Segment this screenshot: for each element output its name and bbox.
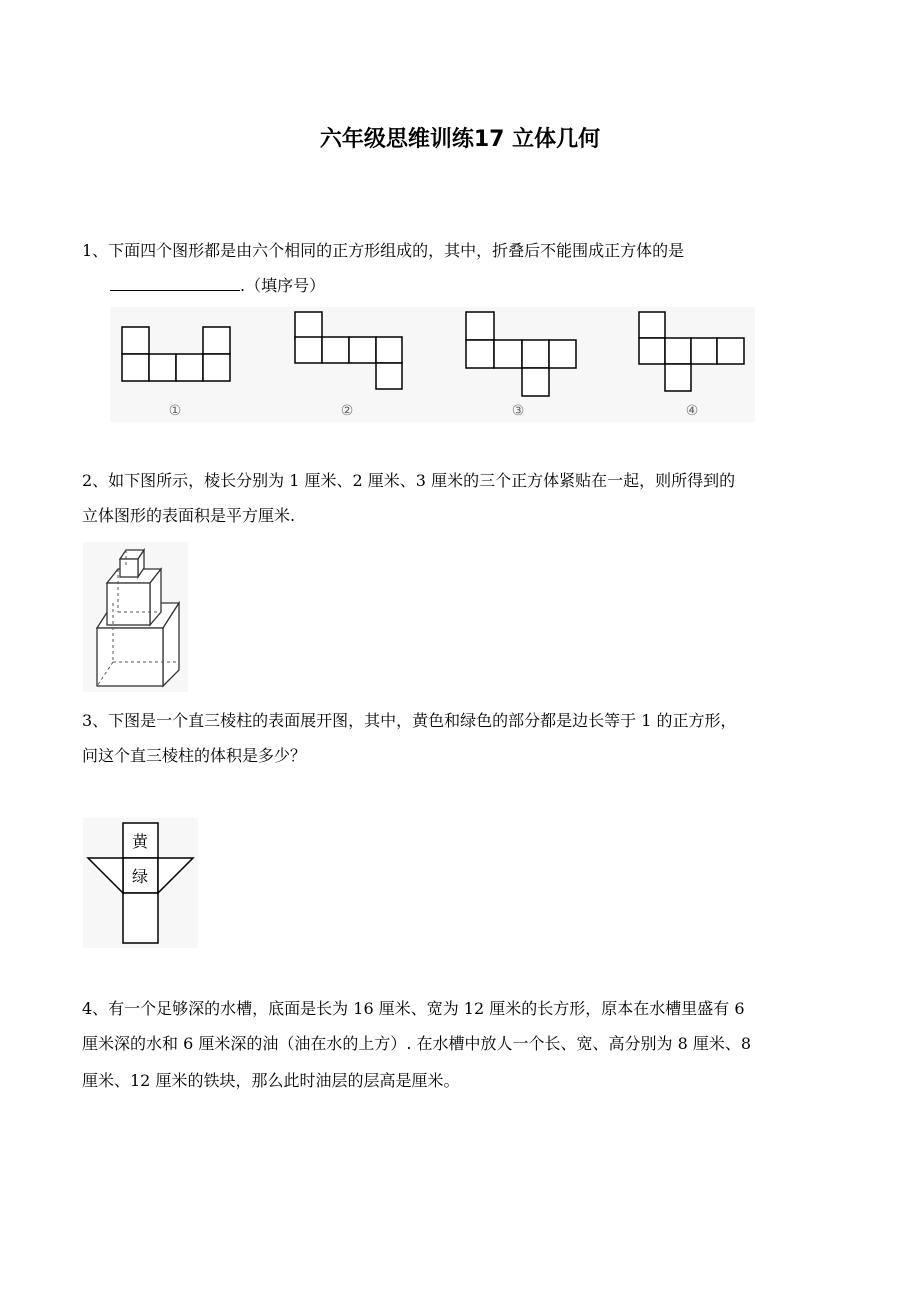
- q1-line2: [82, 275, 325, 297]
- net-2-label: ②: [340, 403, 354, 419]
- q2-stacked-cubes: [83, 542, 188, 692]
- q3-prism-net: [83, 818, 198, 948]
- q4-line1: 4、有一个足够深的水槽，底面是长为 16 厘米、宽为 12 厘米的长方形，原本在水槽里盛有 6: [82, 999, 745, 1018]
- q1-answer-blank[interactable]: [110, 276, 240, 291]
- q1-line2-suffix: .（填序号）: [240, 276, 326, 295]
- left-triangle: [88, 858, 123, 893]
- net-1-label: ①: [168, 403, 182, 419]
- net-4: [639, 312, 744, 391]
- q3-figure: [83, 818, 198, 948]
- net-2: [295, 312, 402, 389]
- net-1: [122, 327, 230, 381]
- right-triangle: [158, 858, 193, 893]
- q3-line1: 3、下图是一个直三棱柱的表面展开图，其中，黄色和绿色的部分都是边长等于 1 的正方形，: [82, 711, 737, 730]
- q1-line1: 1、下面四个图形都是由六个相同的正方形组成的，其中，折叠后不能围成正方体的是: [82, 241, 685, 260]
- net-4-label: ④: [685, 403, 699, 419]
- page-title: 六年级思维训练17 立体几何: [319, 127, 601, 152]
- q3-line2: 问这个直三棱柱的体积是多少？: [82, 746, 307, 765]
- q1-cube-nets: [110, 307, 755, 422]
- q4-line2: 厘米深的水和 6 厘米深的油（油在水的上方）. 在水槽中放人一个长、宽、高分别为 8 厘米、8: [82, 1034, 752, 1053]
- q2-line1: 2、如下图所示，棱长分别为 1 厘米、2 厘米、3 厘米的三个正方体紧贴在一起，则所得到的: [82, 471, 736, 490]
- q4-line3: 厘米、12 厘米的铁块，那么此时油层的层高是厘米。: [82, 1071, 460, 1090]
- yellow-label: 黄: [131, 832, 149, 851]
- q2-figure: [83, 542, 188, 692]
- q1-figure: [110, 307, 755, 422]
- q2-line2: 立体图形的表面积是平方厘米.: [82, 506, 296, 525]
- net-3: [466, 312, 576, 396]
- bottom-rect: [123, 893, 158, 943]
- net-3-label: ③: [511, 403, 525, 419]
- green-label: 绿: [131, 867, 149, 886]
